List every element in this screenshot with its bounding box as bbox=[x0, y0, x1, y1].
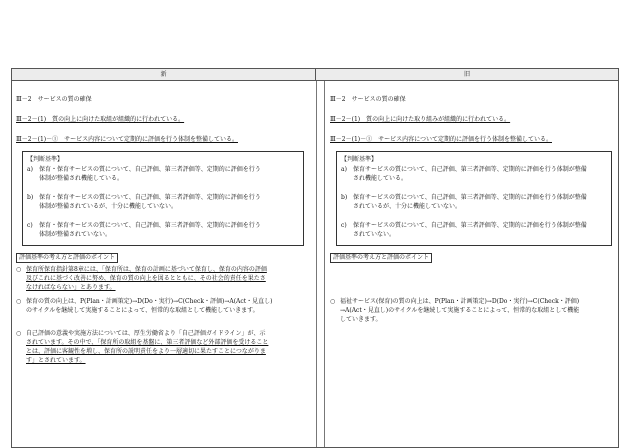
header-new: 新 bbox=[12, 69, 316, 81]
comparison-table bbox=[11, 68, 619, 448]
header-old: 旧 bbox=[316, 69, 618, 81]
subsection-title: Ⅲ－2－(1) 質の向上に向けた取組が組織的に行われている。 bbox=[16, 116, 185, 123]
subsection-title: Ⅲ－2－(1) 質の向上に向けた取り組みが組織的に行われている。 bbox=[330, 116, 511, 123]
judgement-criteria-box: 【判断基準】 a) 保育・保育サービスの質について、自己評価、第三者評価等、定期的に評価を行う 体制が整備され機能している。 b) 保育・保育サービスの質について、自己評価、第三者評価等、定期的に評価を行う 体制が整備されているが、十分に機能していない。 c) 保育・保育サービスの質について、自己評価、第三者評価等、定期的に評価を行う 体制が整備されていない。 bbox=[22, 151, 304, 246]
evaluation-points-label: 評価基準の考え方と評価のポイント bbox=[330, 253, 432, 263]
section-heading: Ⅲ－2 サービスの質の確保 bbox=[16, 96, 92, 103]
old-column: Ⅲ－2 サービスの質の確保 Ⅲ－2－(1) 質の向上に向けた取り組みが組織的に行われている。 Ⅲ－2－(1)－① サービス内容について定期的に評価を行う体制を整備している。 【判断基準】 a) 保育サービスの質について、自己評価、第三者評価等、定期的に評価を行う体制が整備 され機能している。 b) 保育サービスの質について、自己評価、第三者評価等、定期的に評価を行う体制が整備 されているが、十分に機能していない。 c) 保育サービスの質について、自己評価、第三者評価等、定期的に評価を行う体制が整備 されていない。 評価基準の考え方と評価のポイント ○ 福祉サービス(保育)の質の向上は、P(Plan・計画策定)→D(Do・実行)→C(Check・評価) →A(Act・見直し)のサイクルを継続して実施することによって、恒常的な取組として機能 していきます。 bbox=[330, 81, 614, 447]
new-column: Ⅲ－2 サービスの質の確保 Ⅲ－2－(1) 質の向上に向けた取組が組織的に行われている。 Ⅲ－2－(1)－① サービス内容について定期的に評価を行う体制を整備している。 【判断基準】 a) 保育・保育サービスの質について、自己評価、第三者評価等、定期的に評価を行う 体制が整備され機能している。 b) 保育・保育サービスの質について、自己評価、第三者評価等、定期的に評価を行う 体制が整備されているが、十分に機能していない。 c) 保育・保育サービスの質について、自己評価、第三者評価等、定期的に評価を行う 体制が整備されていない。 評価基準の考え方と評価のポイント ○ 保育所保育指針第8章には、「保育所は、保育の計画に基づいて保育し、保育の内容の評価 及びこれに基づく改善に努め、保育の質の向上を図るとともに、その社会的責任を果たさ なければならない」とあります。 ○ 保育の質の向上は、P(Plan・計画策定)→D(Do・実行)→C(Check・評価)→A(Act・見直し) のサイクルを継続して実施することによって、恒常的な取組として機能していきます。 ○ 自己評価の意義や実施方法については、厚生労働省より「自己評価ガイドライン」が、示 されています。その中で、「保育所の取組を基盤に、第三者評価など外部評価を受けること とは、評価に客観性を増し、保育所の説明責任をより一層適切に果たすことにつながりま す」とされています。 bbox=[16, 81, 312, 447]
section-heading: Ⅲ－2 サービスの質の確保 bbox=[330, 96, 406, 103]
item-title: Ⅲ－2－(1)－① サービス内容について定期的に評価を行う体制を整備している。 bbox=[16, 136, 238, 143]
judgement-criteria-box: 【判断基準】 a) 保育サービスの質について、自己評価、第三者評価等、定期的に評価を行う体制が整備 され機能している。 b) 保育サービスの質について、自己評価、第三者評価等、定期的に評価を行う体制が整備 されているが、十分に機能していない。 c) 保育サービスの質について、自己評価、第三者評価等、定期的に評価を行う体制が整備 されていない。 bbox=[336, 151, 612, 246]
column-divider bbox=[316, 81, 317, 447]
column-divider-inner bbox=[324, 81, 325, 447]
judgement-title: 【判断基準】 bbox=[27, 156, 64, 163]
item-title: Ⅲ－2－(1)－① サービス内容について定期的に評価を行う体制を整備している。 bbox=[330, 136, 552, 143]
evaluation-points-label: 評価基準の考え方と評価のポイント bbox=[16, 253, 118, 263]
judgement-title: 【判断基準】 bbox=[341, 156, 378, 163]
